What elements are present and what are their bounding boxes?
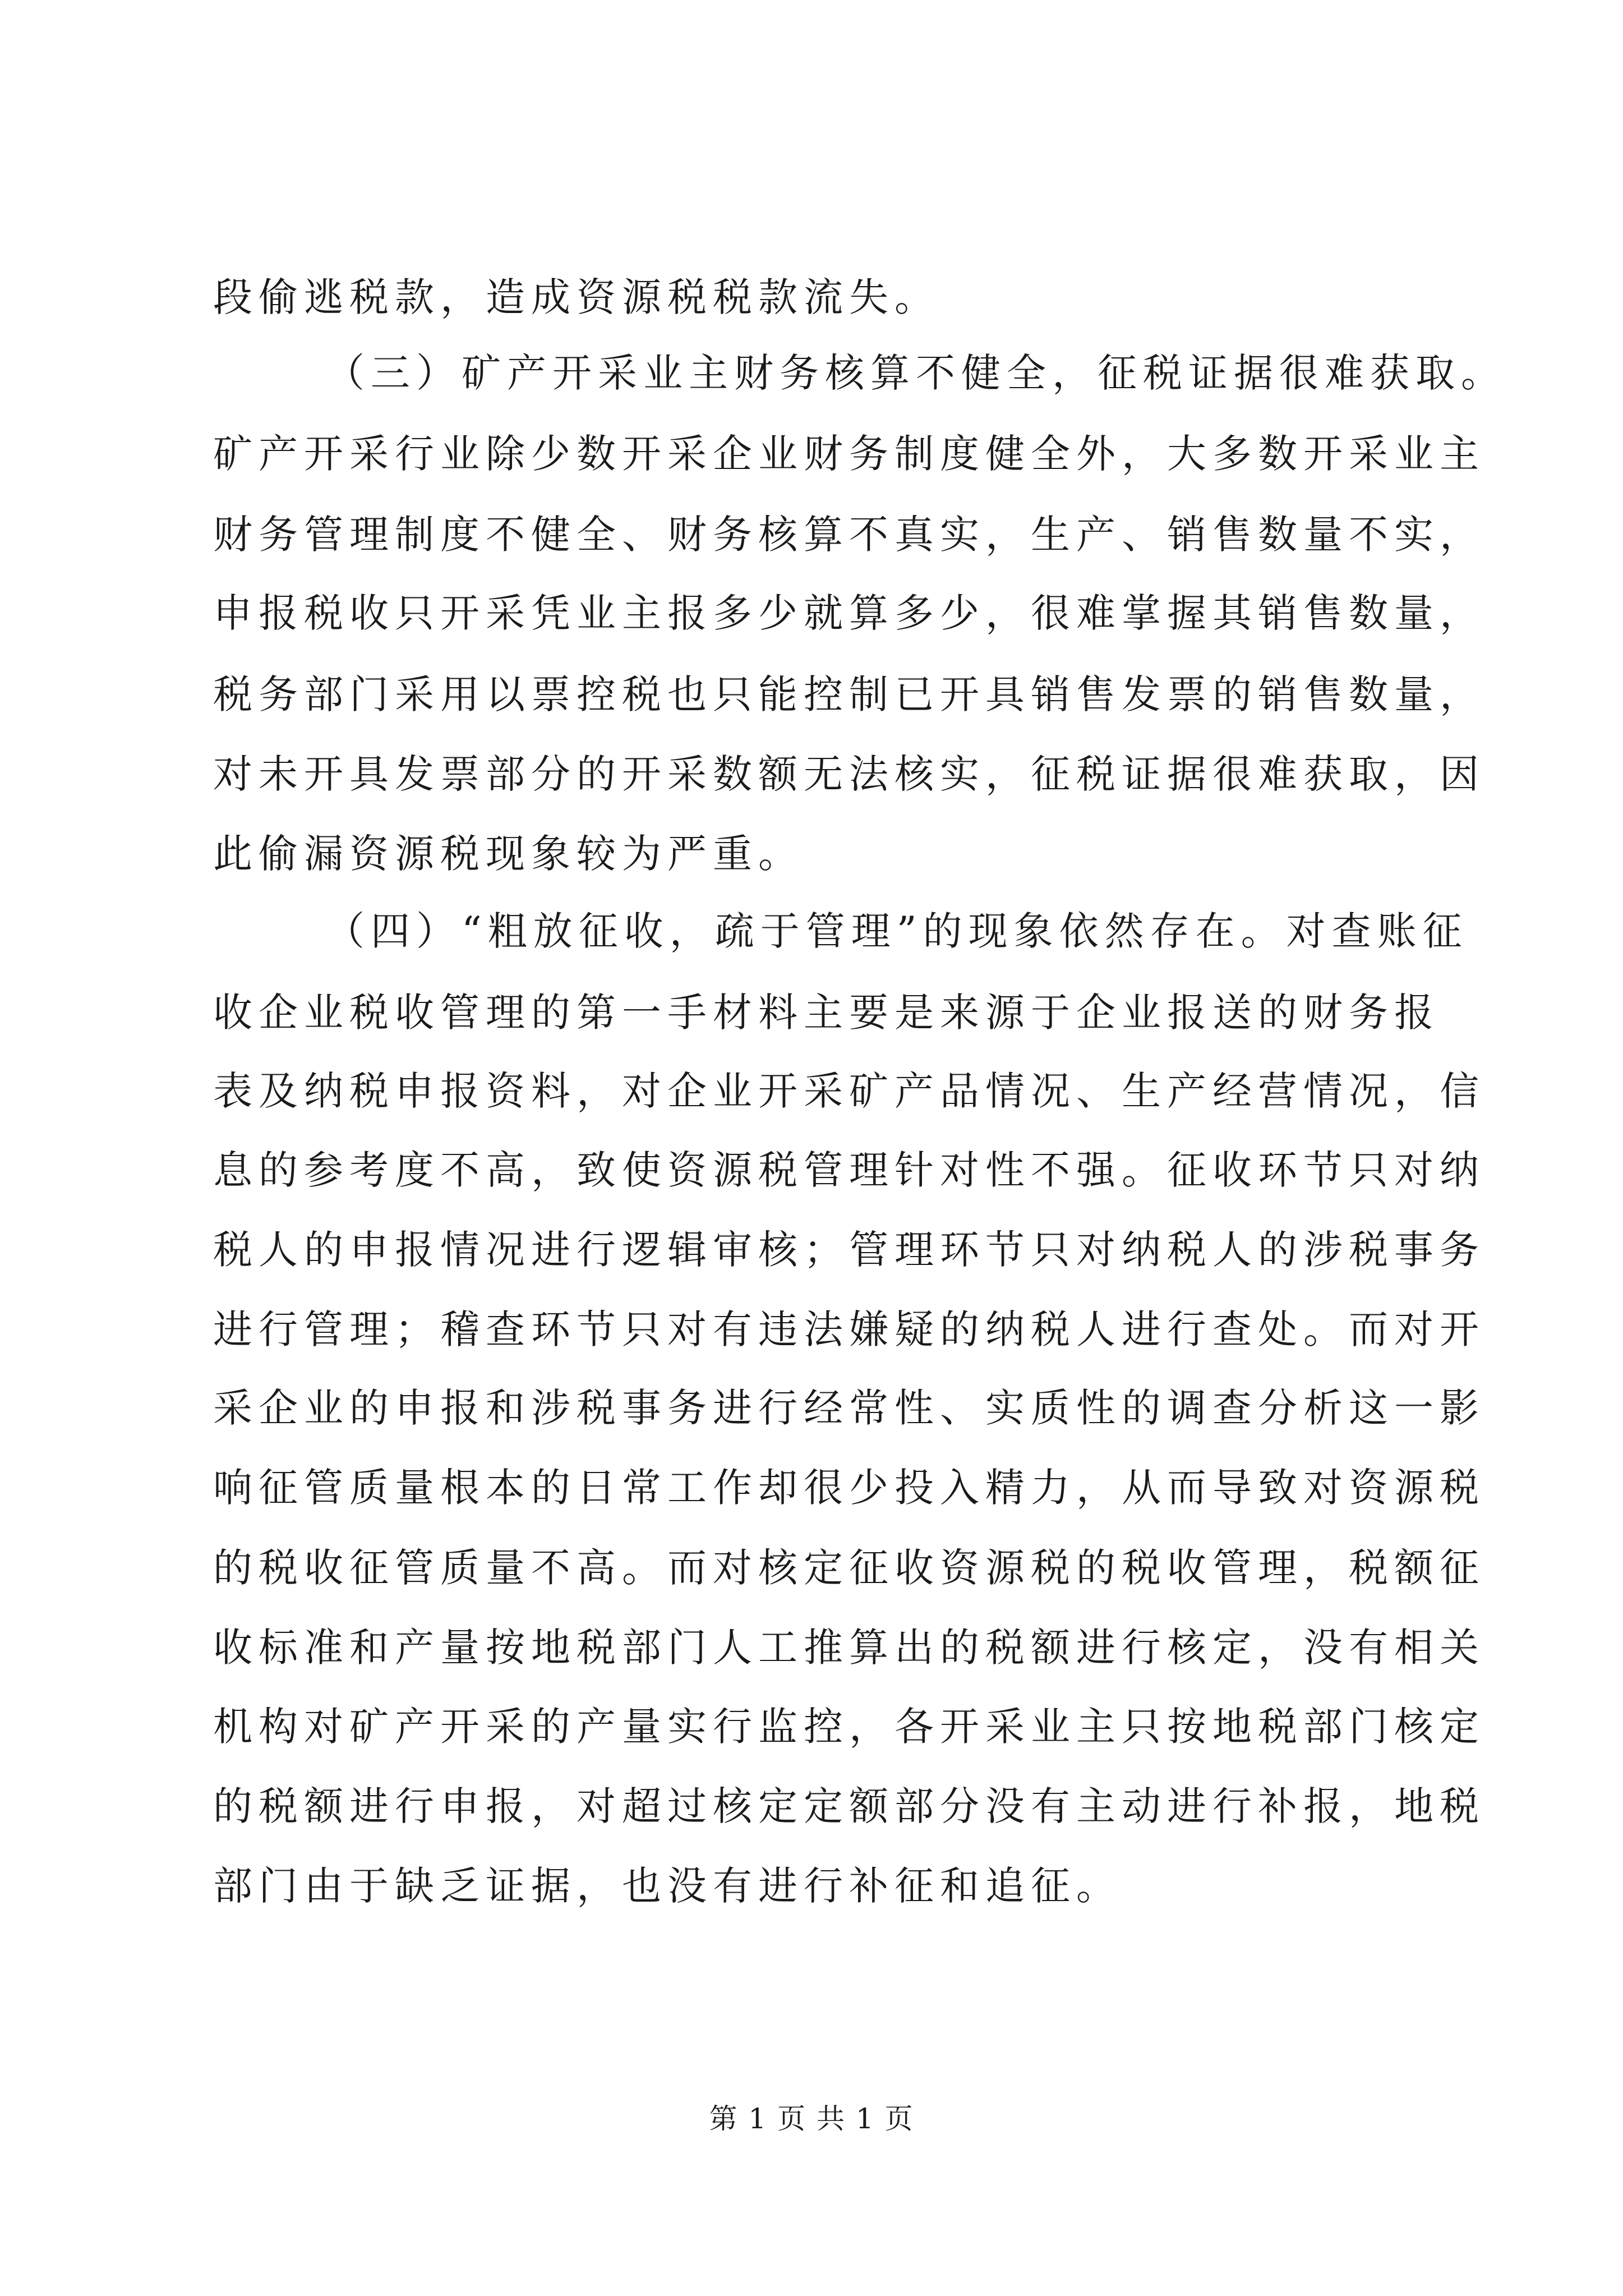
body-line-7: 对未开具发票部分的开采数额无法核实，征税证据很难获取，因 [213,751,1485,797]
body-line-1: 段偷逃税款，造成资源税税款流失。 [213,274,940,320]
body-line-11: 表及纳税申报资料，对企业开采矿产品情况、生产经营情况，信 [213,1068,1485,1114]
body-line-15: 采企业的申报和涉税事务进行经常性、实质性的调查分析这一影 [213,1385,1485,1431]
body-line-20: 的税额进行申报，对超过核定定额部分没有主动进行补报，地税 [213,1783,1485,1829]
body-line-21: 部门由于缺乏证据，也没有进行补征和追征。 [213,1863,1122,1909]
body-line-6: 税务部门采用以票控税也只能控制已开具销售发票的销售数量， [213,671,1485,717]
body-line-16: 响征管质量根本的日常工作却很少投入精力，从而导致对资源税 [213,1465,1485,1511]
section-3-heading: （三）矿产开采业主财务核算不健全，征税证据很难获取。 [325,350,1506,396]
body-line-14: 进行管理；稽查环节只对有违法嫌疑的纳税人进行查处。而对开 [213,1306,1485,1352]
body-line-4: 财务管理制度不健全、财务核算不真实，生产、销售数量不实， [213,512,1485,558]
body-line-17: 的税收征管质量不高。而对核定征收资源税的税收管理，税额征 [213,1545,1485,1591]
body-line-13: 税人的申报情况进行逻辑审核；管理环节只对纳税人的涉税事务 [213,1227,1485,1273]
body-line-5: 申报税收只开采凭业主报多少就算多少，很难掌握其销售数量， [213,590,1485,636]
page-number-footer: 第 1 页 共 1 页 [709,2102,914,2135]
body-line-10: 收企业税收管理的第一手材料主要是来源于企业报送的财务报 [213,990,1440,1036]
body-line-19: 机构对矿产开采的产量实行监控，各开采业主只按地税部门核定 [213,1704,1485,1750]
body-line-18: 收标准和产量按地税部门人工推算出的税额进行核定，没有相关 [213,1625,1485,1671]
body-line-8: 此偷漏资源税现象较为严重。 [213,831,804,877]
body-line-3: 矿产开采行业除少数开采企业财务制度健全外，大多数开采业主 [213,431,1485,477]
section-4-heading: （四）“粗放征收，疏于管理”的现象依然存在。对查账征 [325,908,1468,954]
body-line-12: 息的参考度不高，致使资源税管理针对性不强。征收环节只对纳 [213,1147,1485,1193]
